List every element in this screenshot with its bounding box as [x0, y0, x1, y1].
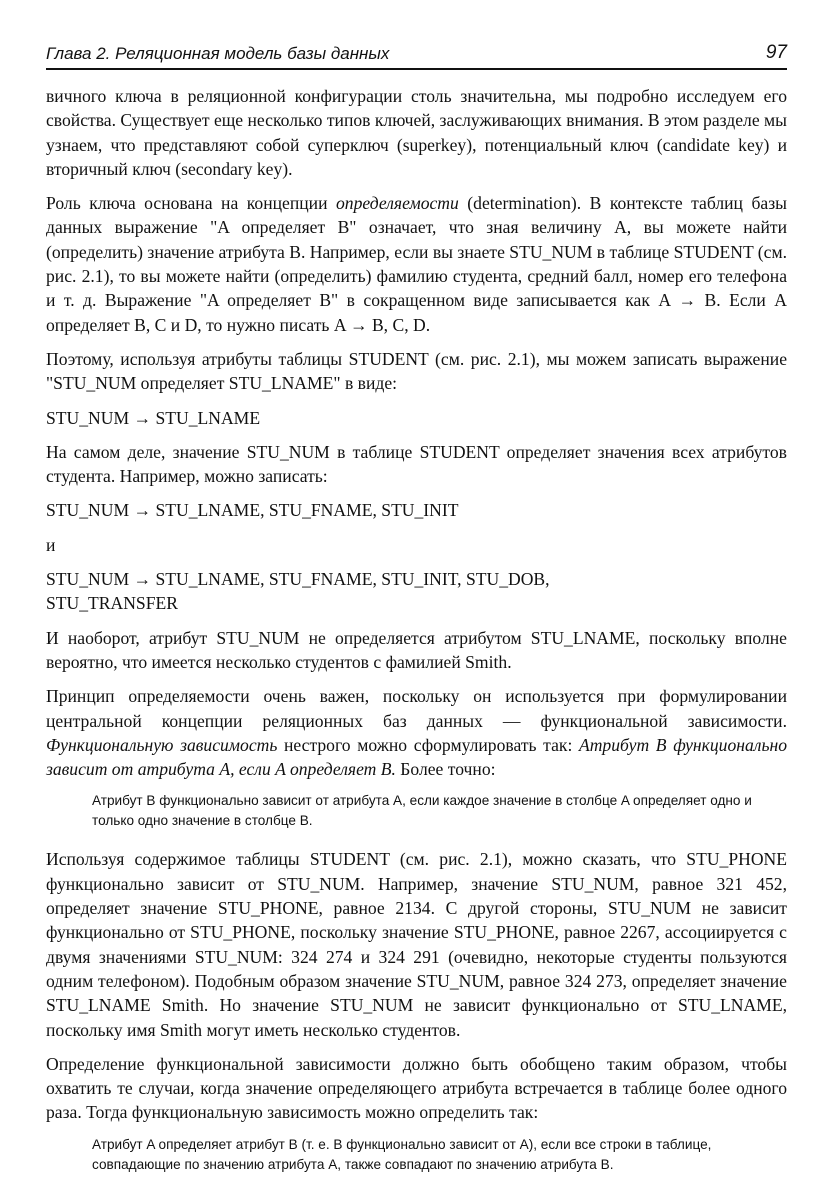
running-header	[46, 38, 787, 70]
formula-text-line2: STU_TRANSFER	[46, 593, 178, 614]
term-determination: определяемости	[336, 193, 459, 214]
paragraph-all-attributes: На самом деле, значение STU_NUM в таблице STUDENT определяет значения всех атрибутов студента. Например, можно записать:	[46, 441, 787, 487]
formula-text: STU_NUM → STU_LNAME, STU_FNAME, STU_INIT	[46, 500, 459, 521]
definition-note-2: Атрибут A определяет атрибут B (т. е. B функционально зависит от A), если все строки в таблице, совпадающие по значению атрибута A, также совпадают по значению атрибута B.	[92, 1136, 712, 1172]
paragraph-text: нестрого можно сформулировать так:	[277, 734, 579, 755]
paragraph-converse: И наоборот, атрибут STU_NUM не определяется атрибутом STU_LNAME, поскольку вполне вероятно, что имеется несколько студентов с фамилией Smith.	[46, 627, 787, 672]
paragraph-keys-intro: вичного ключа в реляционной конфигурации столь значительна, мы подробно исследуем его свойства. Существует еще несколько типов ключей, заслуживающих внимания. В этом разделе мы узнаем, что представляют собой суперключ (superkey), потенциальный ключ (candidate key) и вторичный ключ (secondary key).	[46, 86, 787, 179]
paragraph-text: Более точно:	[395, 759, 496, 780]
paragraph-determination	[46, 191, 787, 337]
page-number: 97	[765, 42, 787, 63]
paragraph-text: (determination). В контексте таблиц базы данных выражение "A определяет B" означает, что зная величину A, вы можете найти (определить) значение атрибута B. Например, если вы знаете STU_NUM в таблице STUDENT (см. рис. 2.1), то вы можете найти (определить) фамилию студента, средний балл, номер его телефона и т. д. Выражение "A определяет B" в сокращенном виде записывается как A → B. Если A определяет B, C и D, то нужно писать A → B, C, D.	[46, 193, 787, 335]
formula-3	[46, 567, 787, 616]
formula-1	[46, 406, 787, 430]
conjunction: и	[46, 534, 56, 555]
formula-2	[46, 498, 787, 522]
definition-note-1: Атрибут B функционально зависит от атрибута A, если каждое значение в столбце A определяет одно и только одно значение в столбце B.	[92, 793, 752, 829]
chapter-title: Глава 2. Реляционная модель базы данных	[46, 44, 390, 63]
term-functional-dependency: Функциональную зависимость	[46, 734, 278, 755]
paragraph-text: Принцип определяемости очень важен, поскольку он используется при формулировании центральной концепции реляционных баз данных — функциональной зависимости.	[46, 686, 787, 731]
paragraph-student-example: Используя содержимое таблицы STUDENT (см. рис. 2.1), можно сказать, что STU_PHONE функционально зависит от STU_NUM. Например, значение STU_NUM, равное 321 452, определяет значение STU_PHONE, равное 2134. С другой стороны, STU_NUM не зависит функционально от STU_PHONE, поскольку значение STU_PHONE, равное 2267, ассоциируется с двумя значениями STU_NUM: 324 274 и 324 291 (очевидно, некоторые студенты пользуются одним телефоном). Подобным образом значение STU_NUM, равное 324 273, определяет значение STU_LNAME Smith. Но значение STU_NUM не зависит функционально от STU_LNAME, поскольку имя Smith могут иметь несколько студентов.	[46, 849, 787, 1040]
paragraph-text: Роль ключа основана на концепции	[46, 193, 336, 214]
paragraph-example-intro: Поэтому, используя атрибуты таблицы STUDENT (см. рис. 2.1), мы можем записать выражение "STU_NUM определяет STU_LNAME" в виде:	[46, 348, 787, 394]
page-body	[46, 84, 787, 1191]
formula-text: STU_NUM → STU_LNAME	[46, 407, 261, 428]
paragraph-functional-dependency	[46, 684, 787, 781]
paragraph-generalization: Определение функциональной зависимости должно быть обобщено таким образом, чтобы охватить те случаи, когда значение определяющего атрибута встречается в таблице более одного раза. Тогда функциональную зависимость можно определить так:	[46, 1053, 787, 1123]
formula-text-line1: STU_NUM → STU_LNAME, STU_FNAME, STU_INIT, STU_DOB,	[46, 569, 550, 590]
definition-informal: Атрибут B функционально зависит от атрибута A, если A определяет B.	[46, 734, 787, 780]
